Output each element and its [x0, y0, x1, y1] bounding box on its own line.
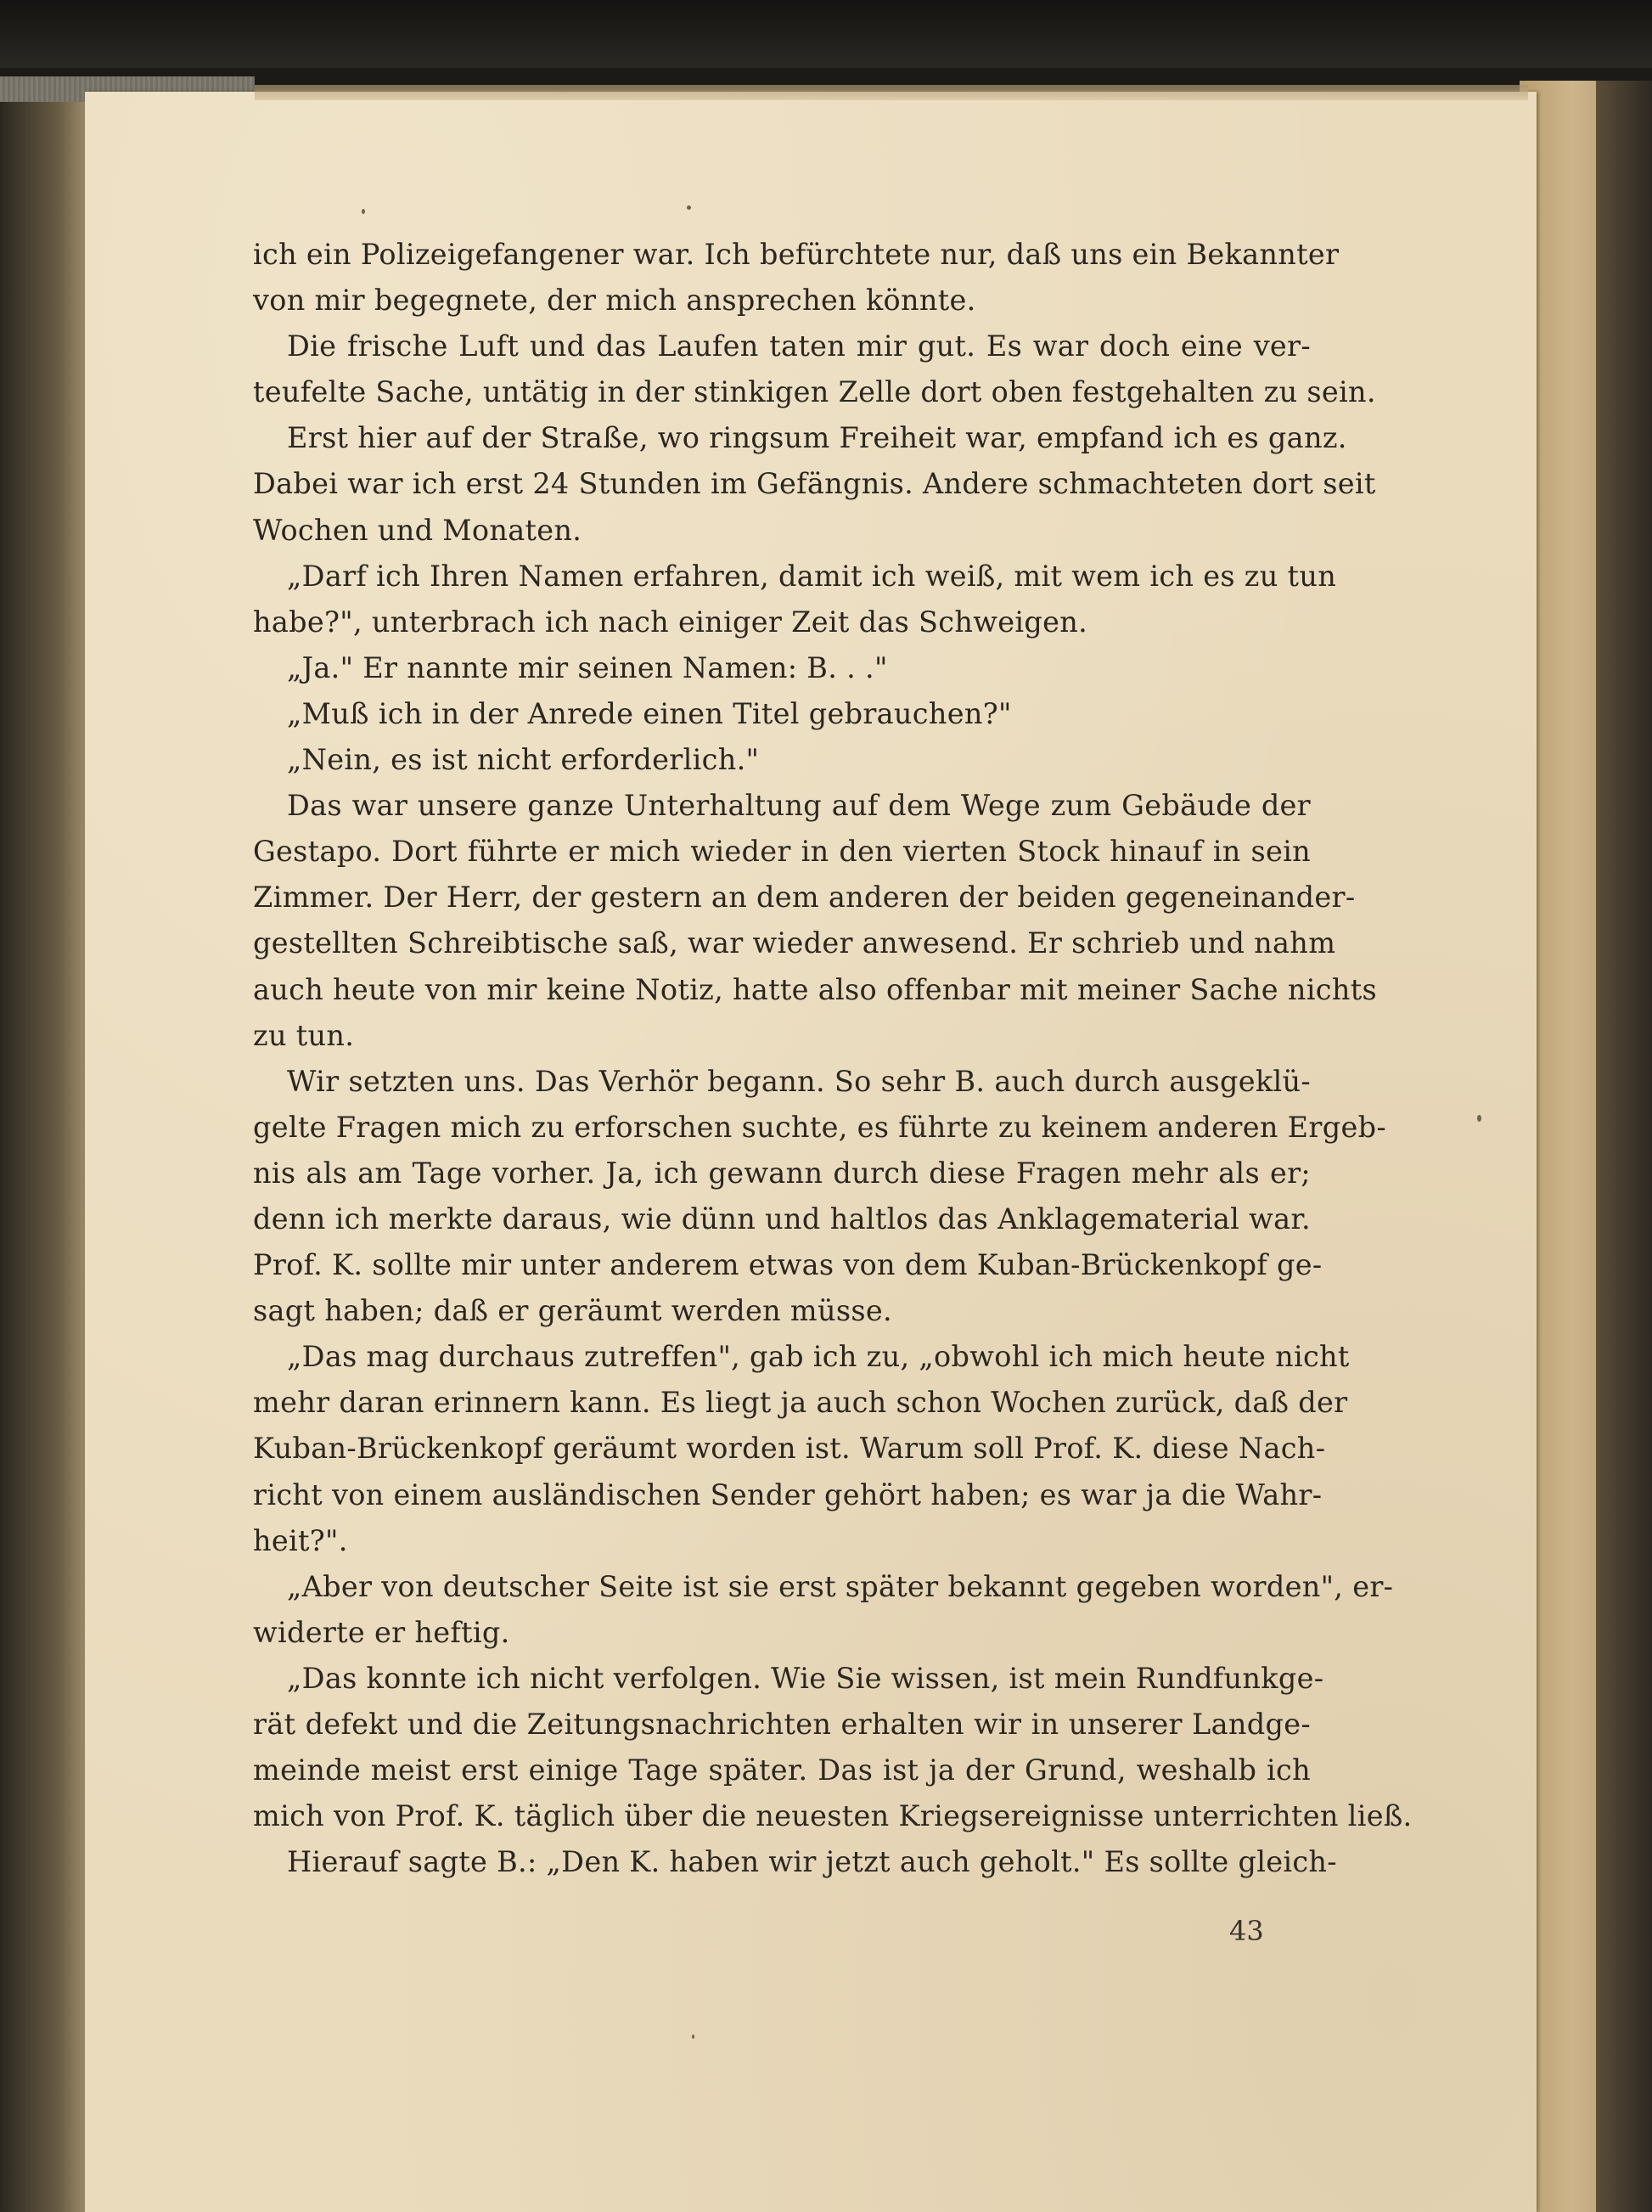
text-line: sagt haben; daß er geräumt werden müsse.	[253, 1294, 892, 1328]
text-line: gelte Fragen mich zu erforschen suchte, es führte zu keinem anderen Ergeb-	[253, 1110, 1386, 1144]
text-line: rät defekt und die Zeitungsnachrichten erhalten wir in unserer Landge-	[253, 1708, 1311, 1741]
text-line: „Nein, es ist nicht erforderlich."	[287, 743, 760, 777]
text-line: heit?".	[253, 1523, 348, 1557]
text-line: Zimmer. Der Herr, der gestern an dem anderen der beiden gegeneinander-	[253, 881, 1356, 915]
text-line: Kuban-Brückenkopf geräumt worden ist. Warum soll Prof. K. diese Nach-	[253, 1432, 1326, 1466]
text-line: Die frische Luft und das Laufen taten mir gut. Es war doch eine ver-	[287, 329, 1311, 363]
body-text	[253, 232, 1413, 1885]
text-line: „Muß ich in der Anrede einen Titel gebrauchen?"	[287, 696, 1012, 730]
scanner-top-edge	[0, 0, 1652, 68]
text-line: habe?", unterbrach ich nach einiger Zeit das Schweigen.	[253, 605, 1088, 639]
text-line: nis als am Tage vorher. Ja, ich gewann durch diese Fragen mehr als er;	[253, 1156, 1311, 1190]
text-line: Hierauf sagte B.: „Den K. haben wir jetzt auch geholt." Es sollte gleich-	[287, 1845, 1337, 1879]
text-line: mich von Prof. K. täglich über die neuesten Kriegsereignisse unterrichten ließ.	[253, 1799, 1413, 1833]
page-number: 43	[1229, 1915, 1264, 1947]
text-line: gestellten Schreibtische saß, war wieder anwesend. Er schrieb und nahm	[253, 926, 1336, 960]
text-line: widerte er heftig.	[253, 1615, 510, 1649]
paper-speck	[362, 209, 365, 214]
text-line: Das war unsere ganze Unterhaltung auf dem Wege zum Gebäude der	[287, 789, 1311, 823]
text-line: zu tun.	[253, 1018, 355, 1052]
text-line: Gestapo. Dort führte er mich wieder in den vierten Stock hinauf in sein	[253, 835, 1311, 869]
text-line: ich ein Polizeigefangener war. Ich befürchtete nur, daß uns ein Bekannter	[253, 238, 1340, 271]
text-line: „Das mag durchaus zutreffen", gab ich zu, „obwohl ich mich heute nicht	[287, 1340, 1350, 1374]
paper-speck	[1477, 1115, 1481, 1122]
paper-speck	[687, 205, 691, 210]
text-line: „Ja." Er nannte mir seinen Namen: B. . ."	[287, 650, 888, 684]
text-line: Dabei war ich erst 24 Stunden im Gefängnis. Andere schmachteten dort seit	[253, 467, 1376, 501]
text-line: „Das konnte ich nicht verfolgen. Wie Sie wissen, ist mein Rundfunkge-	[287, 1661, 1324, 1695]
text-line: Erst hier auf der Straße, wo ringsum Freiheit war, empfand ich es ganz.	[287, 421, 1347, 455]
text-line: Prof. K. sollte mir unter anderem etwas von dem Kuban-Brückenkopf ge-	[253, 1248, 1323, 1282]
text-line: richt von einem ausländischen Sender gehört haben; es war ja die Wahr-	[253, 1477, 1323, 1511]
text-line: auch heute von mir keine Notiz, hatte also offenbar mit meiner Sache nichts	[253, 972, 1377, 1006]
page-top-shadow	[255, 85, 1528, 100]
text-line: Wir setzten uns. Das Verhör begann. So sehr B. auch durch ausgeklü-	[287, 1064, 1311, 1098]
text-line: mehr daran erinnern kann. Es liegt ja auch schon Wochen zurück, daß der	[253, 1386, 1348, 1420]
text-line: „Darf ich Ihren Namen erfahren, damit ich weiß, mit wem ich es zu tun	[287, 559, 1337, 593]
paper-speck	[692, 2035, 694, 2039]
text-line: „Aber von deutscher Seite ist sie erst später bekannt gegeben worden", er-	[287, 1569, 1394, 1603]
text-line: denn ich merkte daraus, wie dünn und haltlos das Anklagematerial war.	[253, 1202, 1311, 1235]
book-left-edge	[0, 102, 85, 2212]
text-line: von mir begegnete, der mich ansprechen könnte.	[253, 284, 976, 318]
text-line: Wochen und Monaten.	[253, 513, 582, 547]
back-cover-edge	[1596, 81, 1652, 2212]
text-line: teufelte Sache, untätig in der stinkigen Zelle dort oben festgehalten zu sein.	[253, 375, 1376, 409]
text-line: meinde meist erst einige Tage später. Das ist ja der Grund, weshalb ich	[253, 1753, 1311, 1787]
